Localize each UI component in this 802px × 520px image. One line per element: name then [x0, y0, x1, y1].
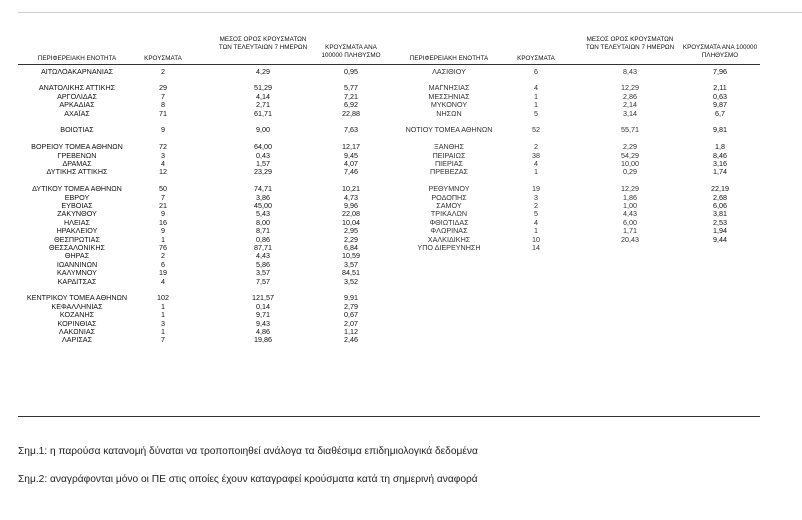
- right-header-region: ΠΕΡΙΦΕΡΕΙΑΚΗ ΕΝΟΤΗΤΑ: [409, 55, 489, 62]
- table-cell-region: ΝΟΤΙΟΥ ΤΟΜΕΑ ΑΘΗΝΩΝ: [405, 125, 493, 135]
- table-cell-region: ΜΕΣΣΗΝΙΑΣ: [428, 91, 470, 101]
- table-cell-region: ΑΡΓΟΛΙΔΑΣ: [57, 91, 97, 101]
- table-cell-per100k: 84,51: [342, 268, 360, 278]
- table-cell-per100k: 2,95: [344, 226, 358, 236]
- table-cell-region: ΗΡΑΚΛΕΙΟΥ: [56, 226, 98, 236]
- table-cell-per100k: 9,81: [713, 125, 727, 135]
- table-cell-region: ΣΑΜΟΥ: [436, 200, 462, 210]
- table-cell-region: ΔΥΤΙΚΟΥ ΤΟΜΕΑ ΑΘΗΝΩΝ: [32, 184, 122, 194]
- table-cell-per100k: 9,44: [713, 234, 727, 244]
- table-cell-region: ΚΑΡΔΙΤΣΑΣ: [57, 276, 97, 286]
- table-cell-per100k: 7,21: [344, 91, 358, 101]
- table-cell-avg7: 74,71: [254, 184, 272, 194]
- table-cell-per100k: 9,87: [713, 100, 727, 110]
- table-cell-cases: 14: [532, 242, 540, 252]
- table-cell-cases: 3: [161, 318, 165, 328]
- table-cell-per100k: 9,45: [344, 150, 358, 160]
- table-cell-cases: 7: [161, 335, 165, 345]
- table-cell-per100k: 2,53: [713, 217, 727, 227]
- table-cell-cases: 4: [534, 158, 538, 168]
- table-cell-cases: 102: [157, 293, 169, 303]
- table-cell-per100k: 0,63: [713, 91, 727, 101]
- table-cell-per100k: 1,94: [713, 226, 727, 236]
- table-cell-per100k: 9,96: [344, 200, 358, 210]
- table-cell-per100k: 3,57: [344, 259, 358, 269]
- table-cell-avg7: 8,43: [623, 66, 637, 76]
- table-cell-cases: 2: [534, 142, 538, 152]
- table-cell-region: ΛΑΣΙΘΙΟΥ: [432, 66, 466, 76]
- table-cell-region: ΧΑΛΚΙΔΙΚΗΣ: [427, 234, 471, 244]
- table-cell-avg7: 6,00: [623, 217, 637, 227]
- table-cell-per100k: 7,96: [713, 66, 727, 76]
- table-cell-avg7: 4,29: [256, 66, 270, 76]
- table-cell-per100k: 7,46: [344, 167, 358, 177]
- table-cell-per100k: 5,77: [344, 83, 358, 93]
- right-header-cases: ΚΡΟΥΣΜΑΤΑ: [517, 55, 555, 62]
- table-cell-region: ΛΑΚΩΝΙΑΣ: [58, 326, 96, 336]
- table-cell-avg7: 12,29: [621, 184, 639, 194]
- header-rule: [18, 64, 760, 65]
- table-cell-cases: 4: [161, 158, 165, 168]
- table-cell-region: ΚΟΖΑΝΗΣ: [59, 310, 95, 320]
- table-cell-per100k: 4,07: [344, 158, 358, 168]
- table-cell-per100k: 6,06: [713, 200, 727, 210]
- table-cell-region: ΔΥΤΙΚΗΣ ΑΤΤΙΚΗΣ: [46, 167, 108, 177]
- table-cell-cases: 5: [534, 108, 538, 118]
- table-cell-cases: 2: [534, 200, 538, 210]
- table-cell-avg7: 4,86: [256, 326, 270, 336]
- table-cell-cases: 7: [161, 91, 165, 101]
- table-cell-per100k: 10,59: [342, 251, 360, 261]
- table-cell-cases: 3: [161, 150, 165, 160]
- table-cell-region: ΑΙΤΩΛΟΑΚΑΡΝΑΝΙΑΣ: [40, 66, 114, 76]
- table-cell-region: ΑΡΚΑΔΙΑΣ: [59, 100, 95, 110]
- table-cell-cases: 9: [161, 226, 165, 236]
- table-cell-region: ΡΟΔΟΠΗΣ: [431, 192, 467, 202]
- table-cell-region: ΕΒΡΟΥ: [64, 192, 90, 202]
- table-cell-cases: 52: [532, 125, 540, 135]
- table-cell-region: ΒΟΙΩΤΙΑΣ: [60, 125, 94, 135]
- table-cell-cases: 9: [161, 209, 165, 219]
- table-cell-avg7: 9,71: [256, 310, 270, 320]
- table-cell-cases: 5: [534, 209, 538, 219]
- table-cell-avg7: 2,14: [623, 100, 637, 110]
- table-cell-cases: 1: [534, 91, 538, 101]
- table-cell-avg7: 23,29: [254, 167, 272, 177]
- table-cell-cases: 1: [534, 226, 538, 236]
- table-cell-avg7: 3,57: [256, 268, 270, 278]
- table-cell-avg7: 51,29: [254, 83, 272, 93]
- table-cell-per100k: 7,63: [344, 125, 358, 135]
- table-cell-avg7: 54,29: [621, 150, 639, 160]
- table-cell-cases: 4: [161, 276, 165, 286]
- table-cell-cases: 50: [159, 184, 167, 194]
- table-cell-per100k: 1,8: [715, 142, 725, 152]
- table-cell-region: ΑΧΑΪΑΣ: [64, 108, 90, 118]
- table-cell-region: ΘΕΣΣΑΛΟΝΙΚΗΣ: [49, 242, 105, 252]
- table-cell-avg7: 4,14: [256, 91, 270, 101]
- table-cell-per100k: 2,29: [344, 234, 358, 244]
- table-cell-region: ΗΛΕΙΑΣ: [63, 217, 91, 227]
- table-cell-avg7: 1,57: [256, 158, 270, 168]
- table-cell-avg7: 5,86: [256, 259, 270, 269]
- table-cell-region: ΕΥΒΟΙΑΣ: [61, 200, 93, 210]
- table-cell-per100k: 2,46: [344, 335, 358, 345]
- table-cell-region: ΒΟΡΕΙΟΥ ΤΟΜΕΑ ΑΘΗΝΩΝ: [31, 142, 123, 152]
- table-cell-cases: 1: [161, 310, 165, 320]
- table-cell-avg7: 3,14: [623, 108, 637, 118]
- table-cell-avg7: 8,71: [256, 226, 270, 236]
- top-divider: [18, 12, 802, 13]
- table-cell-region: ΜΥΚΟΝΟΥ: [430, 100, 468, 110]
- table-cell-per100k: 0,95: [344, 66, 358, 76]
- table-cell-avg7: 64,00: [254, 142, 272, 152]
- table-cell-region: ΔΡΑΜΑΣ: [62, 158, 92, 168]
- table-cell-cases: 1: [161, 301, 165, 311]
- table-cell-region: ΠΕΙΡΑΙΩΣ: [432, 150, 466, 160]
- table-cell-avg7: 0,86: [256, 234, 270, 244]
- table-cell-per100k: 4,73: [344, 192, 358, 202]
- left-header-avg7: ΜΕΣΟΣ ΟΡΟΣ ΚΡΟΥΣΜΑΤΩΝ ΤΩΝ ΤΕΛΕΥΤΑΙΩΝ 7 ΗΜΕΡΩΝ: [218, 36, 308, 51]
- table-cell-region: ΡΕΘΥΜΝΟΥ: [428, 184, 470, 194]
- table-cell-per100k: 12,17: [342, 142, 360, 152]
- table-cell-cases: 19: [532, 184, 540, 194]
- table-cell-avg7: 0,43: [256, 150, 270, 160]
- table-cell-avg7: 7,57: [256, 276, 270, 286]
- table-cell-avg7: 0,29: [623, 167, 637, 177]
- table-cell-per100k: 6,7: [715, 108, 725, 118]
- table-cell-region: ΜΑΓΝΗΣΙΑΣ: [428, 83, 470, 93]
- table-cell-avg7: 4,43: [256, 251, 270, 261]
- table-cell-cases: 38: [532, 150, 540, 160]
- table-cell-cases: 29: [159, 83, 167, 93]
- table-cell-region: ΞΑΝΘΗΣ: [434, 142, 464, 152]
- table-cell-region: ΘΕΣΠΡΩΤΙΑΣ: [54, 234, 100, 244]
- table-cell-per100k: 3,81: [713, 209, 727, 219]
- left-header-region: ΠΕΡΙΦΕΡΕΙΑΚΗ ΕΝΟΤΗΤΑ: [37, 55, 117, 62]
- table-cell-cases: 4: [534, 217, 538, 227]
- table-cell-per100k: 10,21: [342, 184, 360, 194]
- table-cell-cases: 9: [161, 125, 165, 135]
- table-cell-region: ΚΕΦΑΛΛΗΝΙΑΣ: [51, 301, 103, 311]
- table-cell-avg7: 55,71: [621, 125, 639, 135]
- table-cell-cases: 4: [534, 83, 538, 93]
- table-cell-region: ΘΗΡΑΣ: [64, 251, 90, 261]
- table-cell-per100k: 8,46: [713, 150, 727, 160]
- right-header-per100k: ΚΡΟΥΣΜΑΤΑ ΑΝΑ 100000 ΠΛΗΘΥΣΜΟ: [682, 44, 758, 59]
- table-cell-region: ΖΑΚΥΝΘΟΥ: [57, 209, 97, 219]
- table-cell-region: ΛΑΡΙΣΑΣ: [61, 335, 93, 345]
- table-cell-region: ΓΡΕΒΕΝΩΝ: [57, 150, 97, 160]
- footnote-1: Σημ.1: η παρούσα κατανομή δύναται να τροποποιηθεί ανάλογα τα διαθέσιμα επιδημιολογικά δεδομένα: [18, 446, 478, 457]
- table-cell-cases: 2: [161, 66, 165, 76]
- table-cell-cases: 19: [159, 268, 167, 278]
- table-cell-avg7: 1,86: [623, 192, 637, 202]
- table-cell-cases: 71: [159, 108, 167, 118]
- table-cell-per100k: 2,68: [713, 192, 727, 202]
- table-cell-cases: 3: [534, 192, 538, 202]
- table-cell-avg7: 1,00: [623, 200, 637, 210]
- table-cell-region: ΚΑΛΥΜΝΟΥ: [57, 268, 97, 278]
- bottom-rule: [18, 416, 760, 417]
- table-cell-cases: 16: [159, 217, 167, 227]
- table-cell-avg7: 2,29: [623, 142, 637, 152]
- table-cell-region: ΚΟΡΙΝΘΙΑΣ: [57, 318, 97, 328]
- right-header-avg7: ΜΕΣΟΣ ΟΡΟΣ ΚΡΟΥΣΜΑΤΩΝ ΤΩΝ ΤΕΛΕΥΤΑΙΩΝ 7 ΗΜΕΡΩΝ: [585, 36, 675, 51]
- table-cell-per100k: 2,07: [344, 318, 358, 328]
- table-cell-region: ΦΛΩΡΙΝΑΣ: [430, 226, 468, 236]
- footnote-2: Σημ.2: αναγράφονται μόνο οι ΠΕ στις οποίες έχουν καταγραφεί κρούσματα κατά τη σημερινή αναφορά: [18, 474, 478, 485]
- table-cell-avg7: 4,43: [623, 209, 637, 219]
- table-cell-avg7: 10,00: [621, 158, 639, 168]
- table-cell-per100k: 6,84: [344, 242, 358, 252]
- table-cell-region: ΠΙΕΡΙΑΣ: [434, 158, 463, 168]
- table-cell-cases: 6: [534, 66, 538, 76]
- table-cell-avg7: 19,86: [254, 335, 272, 345]
- table-cell-per100k: 1,12: [344, 326, 358, 336]
- table-cell-avg7: 2,86: [623, 91, 637, 101]
- table-cell-avg7: 87,71: [254, 242, 272, 252]
- table-cell-cases: 1: [534, 167, 538, 177]
- table-cell-region: ΝΗΣΩΝ: [436, 108, 462, 118]
- table-cell-cases: 12: [159, 167, 167, 177]
- table-cell-cases: 8: [161, 100, 165, 110]
- table-cell-per100k: 2,11: [713, 83, 727, 93]
- table-cell-avg7: 2,71: [256, 100, 270, 110]
- table-cell-region: ΥΠΟ ΔΙΕΡΕΥΝΗΣΗ: [417, 242, 481, 252]
- table-cell-cases: 10: [532, 234, 540, 244]
- table-cell-cases: 21: [159, 200, 167, 210]
- table-cell-region: ΠΡΕΒΕΖΑΣ: [430, 167, 468, 177]
- table-cell-cases: 72: [159, 142, 167, 152]
- table-cell-region: ΑΝΑΤΟΛΙΚΗΣ ΑΤΤΙΚΗΣ: [38, 83, 116, 93]
- table-cell-per100k: 3,16: [713, 158, 727, 168]
- left-header-cases: ΚΡΟΥΣΜΑΤΑ: [144, 55, 182, 62]
- table-cell-avg7: 1,71: [623, 226, 637, 236]
- table-cell-avg7: 8,00: [256, 217, 270, 227]
- table-cell-region: ΙΩΑΝΝΙΝΩΝ: [56, 259, 98, 269]
- table-cell-region: ΚΕΝΤΡΙΚΟΥ ΤΟΜΕΑ ΑΘΗΝΩΝ: [26, 293, 128, 303]
- left-header-per100k: ΚΡΟΥΣΜΑΤΑ ΑΝΑ 100000 ΠΛΗΘΥΣΜΟ: [321, 44, 381, 59]
- table-cell-avg7: 12,29: [621, 83, 639, 93]
- table-cell-cases: 1: [161, 326, 165, 336]
- table-cell-per100k: 22,08: [342, 209, 360, 219]
- table-cell-avg7: 0,14: [256, 301, 270, 311]
- table-cell-avg7: 5,43: [256, 209, 270, 219]
- table-cell-cases: 76: [159, 242, 167, 252]
- table-cell-cases: 6: [161, 259, 165, 269]
- table-cell-region: ΦΘΙΩΤΙΔΑΣ: [429, 217, 469, 227]
- table-cell-per100k: 2,79: [344, 301, 358, 311]
- table-cell-avg7: 121,57: [252, 293, 274, 303]
- table-cell-per100k: 3,52: [344, 276, 358, 286]
- table-cell-per100k: 6,92: [344, 100, 358, 110]
- table-cell-cases: 2: [161, 251, 165, 261]
- table-cell-per100k: 9,91: [344, 293, 358, 303]
- table-cell-per100k: 1,74: [713, 167, 727, 177]
- table-cell-per100k: 10,04: [342, 217, 360, 227]
- table-cell-cases: 7: [161, 192, 165, 202]
- table-cell-per100k: 22,19: [711, 184, 729, 194]
- table-cell-cases: 1: [161, 234, 165, 244]
- table-cell-avg7: 45,00: [254, 200, 272, 210]
- table-cell-per100k: 0,67: [344, 310, 358, 320]
- table-cell-avg7: 9,00: [256, 125, 270, 135]
- table-cell-region: ΤΡΙΚΑΛΩΝ: [430, 209, 468, 219]
- table-cell-avg7: 3,86: [256, 192, 270, 202]
- table-cell-cases: 1: [534, 100, 538, 110]
- table-cell-avg7: 20,43: [621, 234, 639, 244]
- table-cell-avg7: 61,71: [254, 108, 272, 118]
- table-cell-per100k: 22,88: [342, 108, 360, 118]
- table-cell-avg7: 9,43: [256, 318, 270, 328]
